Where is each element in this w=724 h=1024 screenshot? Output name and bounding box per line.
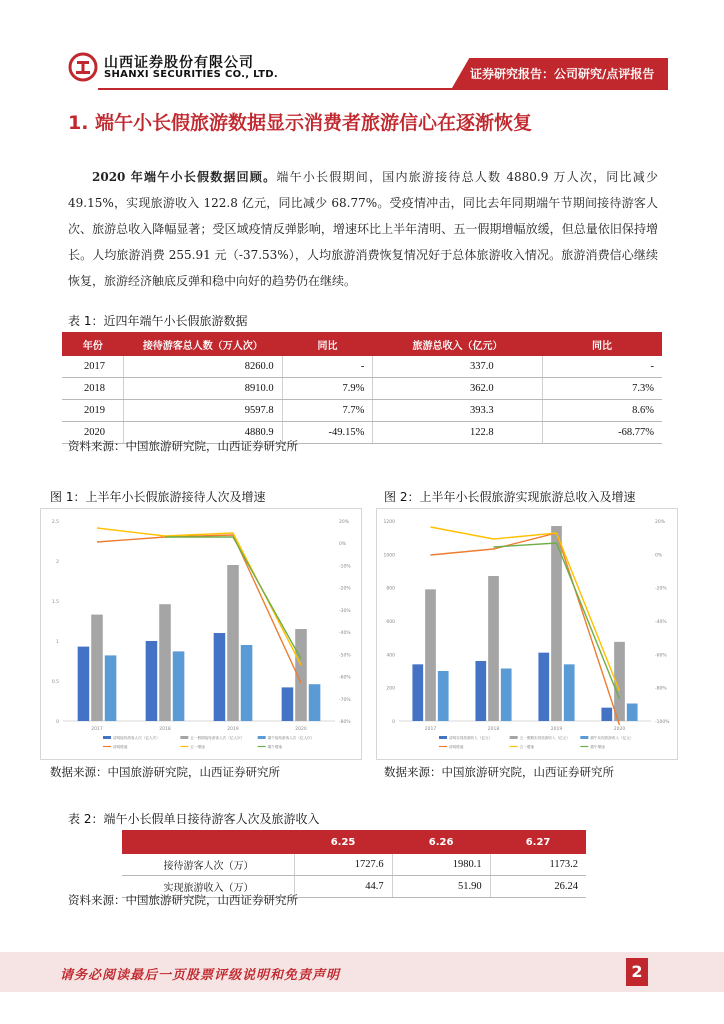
legend-label: 清明增速: [113, 745, 128, 749]
table-cell: 337.0: [373, 356, 542, 378]
legend-label: 清明实现旅游收入（亿元）: [449, 736, 493, 740]
bar: [475, 661, 486, 721]
y-tick-label: 1200: [383, 520, 395, 525]
bar: [78, 647, 90, 721]
table-cell: 44.7: [294, 876, 392, 898]
legend-swatch: [510, 736, 518, 739]
table-row: [62, 400, 662, 422]
bar: [309, 684, 321, 721]
x-tick-label: 2017: [91, 727, 103, 732]
legend-swatch: [258, 736, 266, 739]
table2-source: 资料来源：中国旅游研究院，山西证券研究所: [68, 893, 298, 907]
table-cell: 7.9%: [282, 378, 373, 400]
table1: [62, 332, 662, 444]
y-tick-label: 1000: [383, 553, 395, 559]
summary-paragraph: [68, 164, 658, 294]
bar: [227, 565, 239, 721]
y-tick-label: 0: [56, 720, 59, 725]
x-tick-label: 2019: [227, 727, 239, 732]
series-line: [97, 528, 301, 665]
table-cell: 7.3%: [542, 378, 662, 400]
y-tick-label: 0: [392, 720, 395, 725]
legend-label: 清明接待游客人次（亿人次）: [113, 736, 160, 740]
legend-label: 端午增速: [590, 745, 605, 749]
table-row: [62, 356, 662, 378]
table-cell: 1727.6: [294, 854, 392, 876]
bar: [91, 615, 103, 721]
bar: [501, 669, 512, 722]
y2-tick-label: -40%: [339, 631, 351, 637]
legend-swatch: [103, 736, 111, 739]
y2-tick-label: -80%: [655, 686, 667, 692]
legend-label: 五一增速: [519, 745, 535, 749]
y-tick-label: 200: [386, 686, 395, 692]
company-logo-icon: [68, 52, 98, 82]
x-tick-label: 2017: [424, 727, 437, 732]
x-tick-label: 2018: [159, 727, 171, 732]
company-name-en: SHANXI SECURITIES CO., LTD.: [104, 69, 278, 80]
table-cell: 4880.9: [124, 422, 283, 444]
bar: [551, 526, 562, 721]
y2-tick-label: -50%: [339, 653, 351, 659]
table-cell: 1173.2: [490, 854, 586, 876]
footer-disclaimer: 请务必阅读最后一页股票评级说明和免责声明: [60, 968, 341, 983]
table-row: [122, 854, 586, 876]
x-tick-label: 2018: [487, 727, 500, 732]
bar: [173, 651, 185, 721]
table-cell: 2018: [62, 378, 124, 400]
bar: [601, 708, 612, 721]
y2-tick-label: 0%: [339, 542, 347, 548]
x-tick-label: 2019: [550, 727, 563, 732]
y2-tick-label: -10%: [339, 564, 351, 570]
table-row: [62, 378, 662, 400]
figure2-chart-frame: [376, 508, 678, 760]
table-cell: 接待游客人次（万）: [122, 854, 294, 876]
bar: [159, 604, 171, 721]
table-cell: -49.15%: [282, 422, 373, 444]
table-cell: 8260.0: [124, 356, 283, 378]
bar: [214, 633, 226, 721]
bar: [438, 671, 449, 721]
figure2-chart: [377, 509, 677, 759]
figure1-caption: 图 1：上半年小长假旅游接待人次及增速: [50, 490, 266, 504]
legend-swatch: [180, 736, 188, 739]
legend-label: 端午实现旅游收入（亿元）: [590, 736, 634, 740]
table1-header-cell: 同比: [282, 332, 373, 356]
legend-label: 五一假期接待游客人次（亿人次）: [190, 736, 245, 740]
table1-source: 资料来源：中国旅游研究院，山西证券研究所: [68, 439, 298, 453]
table-cell: 1980.1: [392, 854, 490, 876]
bar: [241, 645, 253, 721]
y-tick-label: 0.5: [51, 680, 59, 685]
bar: [282, 687, 294, 721]
legend-label: 五一假期实现旅游收入（亿元）: [519, 736, 570, 740]
table-cell: 26.24: [490, 876, 586, 898]
table1-header-row: [62, 332, 662, 356]
table2-header-cell: [122, 830, 294, 854]
legend-label: 端午增速: [267, 745, 283, 749]
table-cell: 8.6%: [542, 400, 662, 422]
y2-tick-label: 0%: [655, 553, 663, 559]
y2-tick-label: -70%: [339, 697, 351, 703]
bar: [105, 655, 117, 721]
y2-tick-label: -30%: [339, 608, 351, 614]
bar: [564, 664, 575, 721]
paragraph-lead: 2020 年端午小长假数据回顾。: [92, 170, 277, 184]
series-line: [97, 535, 301, 683]
legend-swatch: [580, 736, 588, 739]
table2-header-row: [122, 830, 586, 854]
y2-tick-label: 20%: [655, 520, 666, 525]
table-cell: 9597.8: [124, 400, 283, 422]
paragraph-body: 端午小长假期间，国内旅游接待总人数 4880.9 万人次，同比减少 49.15%，实现旅游收入 122.8 亿元，同比减少 68.77%。受疫情冲击，同比去年同期端午节期间接待游客人次、旅游总收入降幅显著；受区域疫情反弹影响，增速环比上半年清明、五一假期增幅放缓，但总量依旧保持增长。人均旅游消费 255.91 元（-37.53%），人均旅游消费恢复情况好于总体旅游收入情况。旅游消费信心继续恢复，旅游经济触底反弹和稳中向好的趋势仍在继续。: [68, 170, 658, 288]
y-tick-label: 2: [56, 560, 59, 565]
header-divider: [98, 88, 668, 90]
table-cell: 2020: [62, 422, 124, 444]
x-tick-label: 2020: [295, 727, 307, 732]
y2-tick-label: -20%: [339, 586, 351, 592]
table2-header-cell: 6.27: [490, 830, 586, 854]
y-tick-label: 600: [386, 620, 395, 625]
section-title: 1. 端午小长假旅游数据显示消费者旅游信心在逐渐恢复: [68, 112, 533, 134]
table-cell: 2019: [62, 400, 124, 422]
figure1-chart-frame: [40, 508, 362, 760]
y-tick-label: 1.5: [51, 600, 59, 605]
legend-swatch: [439, 736, 447, 739]
figure2-source: 数据来源：中国旅游研究院，山西证券研究所: [384, 765, 614, 779]
table2-caption: 表 2：端午小长假单日接待游客人次及旅游收入: [68, 812, 320, 826]
y2-tick-label: -100%: [655, 720, 670, 725]
table1-caption: 表 1：近四年端午小长假旅游数据: [68, 314, 248, 328]
page-number: 2: [626, 958, 648, 986]
legend-label: 五一增速: [190, 745, 205, 749]
table-cell: 393.3: [373, 400, 542, 422]
table1-header-cell: 旅游总收入（亿元）: [373, 332, 542, 356]
table-cell: 122.8: [373, 422, 542, 444]
bar: [146, 641, 158, 721]
table1-header-cell: 同比: [542, 332, 662, 356]
table2-header-cell: 6.25: [294, 830, 392, 854]
y2-tick-label: -60%: [655, 653, 667, 659]
y2-tick-label: -80%: [339, 720, 351, 725]
table1-header-cell: 年份: [62, 332, 124, 356]
y-tick-label: 1: [56, 640, 59, 645]
table-cell: 8910.0: [124, 378, 283, 400]
table-cell: 2017: [62, 356, 124, 378]
y-tick-label: 800: [386, 586, 395, 592]
bar: [425, 589, 436, 721]
table-cell: 7.7%: [282, 400, 373, 422]
table-cell: 51.90: [392, 876, 490, 898]
legend-label: 清明增速: [449, 745, 464, 749]
legend-label: 端午接待游客人次（亿人次）: [267, 736, 315, 740]
table-cell: -: [542, 356, 662, 378]
y-tick-label: 2.5: [51, 520, 59, 525]
table-cell: -68.77%: [542, 422, 662, 444]
table-cell: -: [282, 356, 373, 378]
table2-header-cell: 6.26: [392, 830, 490, 854]
x-tick-label: 2020: [613, 727, 626, 732]
company-name-cn: 山西证券股份有限公司: [104, 55, 254, 71]
figure2-caption: 图 2：上半年小长假旅游实现旅游总收入及增速: [384, 490, 636, 504]
table2: [122, 830, 586, 898]
table-cell: 实现旅游收入（万）: [122, 876, 294, 898]
bar: [538, 653, 549, 721]
table1-header-cell: 接待游客总人数（万人次）: [124, 332, 283, 356]
y2-tick-label: -40%: [655, 620, 667, 625]
y2-tick-label: 20%: [339, 520, 350, 525]
bar: [627, 704, 638, 722]
bar: [488, 576, 499, 721]
report-type-label: 证券研究报告：公司研究/点评报告: [470, 67, 655, 81]
bar: [412, 664, 423, 721]
figure1-chart: [41, 509, 361, 759]
y-tick-label: 400: [386, 653, 395, 659]
table-cell: 362.0: [373, 378, 542, 400]
y2-tick-label: -60%: [339, 675, 351, 681]
y2-tick-label: -20%: [655, 586, 667, 592]
figure1-source: 数据来源：中国旅游研究院，山西证券研究所: [50, 765, 280, 779]
